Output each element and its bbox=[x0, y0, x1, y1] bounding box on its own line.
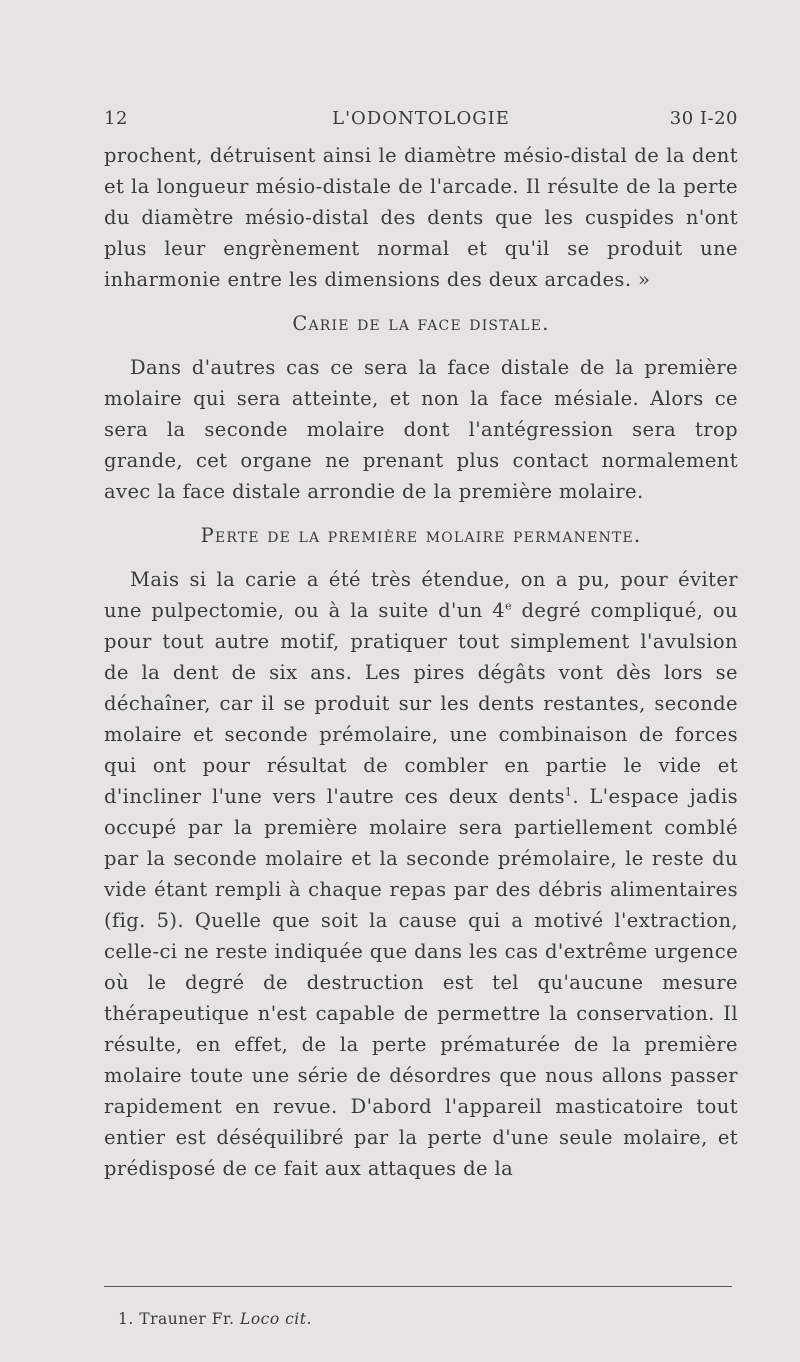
paragraph-text: Mais si la carie a été très étendue, on a pu, pour éviter une pulpectomie, ou à la suite d'un 4 bbox=[104, 568, 738, 622]
ordinal-superscript: e bbox=[505, 599, 512, 613]
paragraph: Dans d'autres cas ce sera la face distale de la première molaire qui sera atteinte, et non la face mésiale. Alors ce sera la seconde molaire dont l'antégression sera trop grande, cet organe ne prenant plus contact normalement avec la face distale arrondie de la première molaire. bbox=[104, 356, 738, 503]
running-header bbox=[104, 108, 738, 136]
paragraph: prochent, détruisent ainsi le diamètre mésio-distal de la dent et la longueur mésio-distale de l'arcade. Il résulte de la perte du diamètre mésio-distal des dents que les cuspides n'ont plus leur engrènement normal et qu'il se produit une inharmonie entre les dimensions des deux arcades. » bbox=[104, 144, 738, 291]
footnote-number: 1. bbox=[118, 1310, 134, 1328]
footnote bbox=[118, 1310, 312, 1328]
footnote-author: Trauner Fr. bbox=[139, 1310, 235, 1328]
section-heading: Carie de la face distale. bbox=[292, 312, 550, 335]
paragraph bbox=[104, 564, 738, 1184]
body-text bbox=[104, 140, 738, 1184]
journal-title: L'ODONTOLOGIE bbox=[332, 108, 510, 129]
footnote-divider bbox=[104, 1286, 732, 1287]
page-number: 12 bbox=[104, 108, 128, 129]
issue-date: 30 I-20 bbox=[669, 108, 738, 129]
footnote-citation: Loco cit. bbox=[240, 1310, 312, 1328]
paragraph-text: degré compliqué, ou pour tout autre motif, pratiquer tout simplement l'avulsion de la dent de six ans. Les pires dégâts vont dès lors se déchaîner, car il se produit sur les dents restantes, seconde molaire et seconde prémolaire, une combinaison de forces qui ont pour résultat de combler en partie le vide et d'incliner l'une vers l'autre ces deux dents bbox=[104, 599, 738, 808]
paragraph-text: . L'espace jadis occupé par la première molaire sera partiellement comblé par la seconde molaire et la seconde prémolaire, le reste du vide étant rempli à chaque repas par des débris alimentaires (fig. 5). Quelle que soit la cause qui a motivé l'extraction, celle-ci ne reste indiquée que dans les cas d'extrême urgence où le degré de destruction est tel qu'aucune mesure thérapeutique n'est capable de permettre la conservation. Il résulte, en effet, de la perte prématurée de la première molaire toute une série de désordres que nous allons passer rapidement en revue. D'abord l'appareil masticatoire tout entier est déséquilibré par la perte d'une seule molaire, et prédisposé de ce fait aux attaques de la bbox=[104, 785, 739, 1180]
footnote-reference: 1 bbox=[564, 785, 573, 799]
section-heading: Perte de la première molaire permanente. bbox=[200, 524, 642, 547]
